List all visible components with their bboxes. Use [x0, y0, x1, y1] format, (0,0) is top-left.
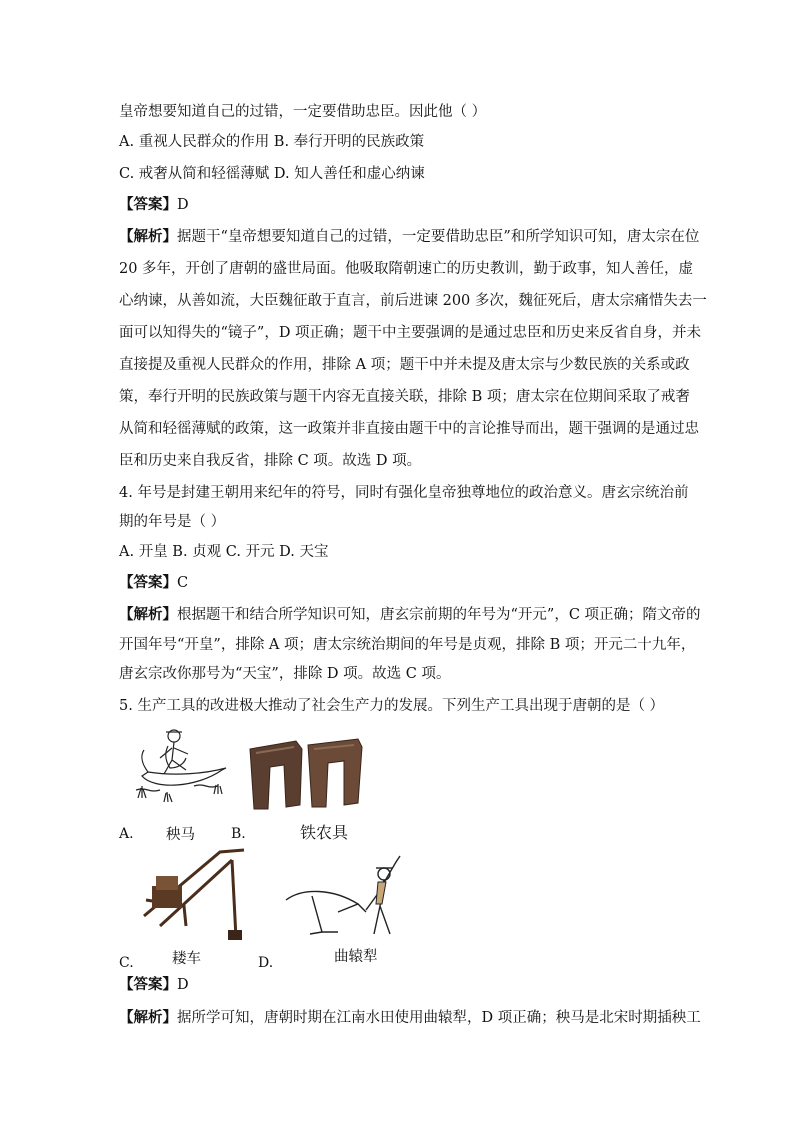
- answer-tag: 【答案】: [119, 575, 177, 591]
- analysis-tag: 【解析】: [119, 1010, 177, 1026]
- q5-option-b-letter: B.: [231, 826, 246, 842]
- q5-option-d-letter: D.: [258, 955, 274, 971]
- louche-photo: [140, 846, 250, 946]
- q3-options-cd: C. 戒奢从简和轻徭薄赋 D. 知人善任和虚心纳谏: [119, 166, 425, 182]
- q3-analysis-line-2: 20 多年，开创了唐朝的盛世局面。他吸取隋朝速亡的历史教训，勤于政事，知人善任，虚: [119, 261, 694, 277]
- q4-stem-line-2: 期的年号是（ ）: [119, 514, 226, 530]
- q3-analysis-line-1: 【解析】据题干“皇帝想要知道自己的过错，一定要借助忠臣”和所学知识可知，唐太宗在位: [119, 229, 700, 245]
- yangma-drawing: [134, 724, 232, 808]
- analysis-tag: 【解析】: [119, 229, 177, 245]
- q3-answer: [119, 195, 189, 215]
- q3-stem-tail: 皇帝想要知道自己的过错，一定要借助忠臣。因此他（ ）: [119, 104, 487, 120]
- analysis-tag: 【解析】: [119, 607, 177, 623]
- q5-option-a-letter: A.: [119, 826, 134, 842]
- q3-options-ab: A. 重视人民群众的作用 B. 奉行开明的民族政策: [119, 134, 425, 150]
- q5-stem: 5. 生产工具的改进极大推动了社会生产力的发展。下列生产工具出现于唐朝的是（ ）: [119, 698, 665, 714]
- iron-tools-photo: [246, 737, 364, 813]
- iron-tools-drawing: [246, 737, 364, 813]
- q3-analysis-line-7: 从简和轻徭薄赋的政策，这一政策并非直接由题干中的言论推导而出，题干强调的是通过忠: [119, 421, 699, 437]
- q3-analysis-line-8: 臣和历史来自我反省，排除 C 项。故选 D 项。: [119, 453, 422, 469]
- answer-tag: 【答案】: [119, 977, 177, 993]
- q4-options: A. 开皇 B. 贞观 C. 开元 D. 天宝: [119, 544, 329, 560]
- q5-option-c-letter: C.: [119, 955, 134, 971]
- q5-option-b-caption: 铁农具: [300, 823, 349, 842]
- q4-analysis-line-2: 开国年号“开皇”，排除 A 项；唐太宗统治期间的年号是贞观，排除 B 项；开元二十九年，: [119, 637, 696, 653]
- q4-analysis-line-3: 唐玄宗改你那号为“天宝”，排除 D 项。故选 C 项。: [119, 666, 451, 682]
- q3-analysis-line-3: 心纳谏，从善如流，大臣魏征敢于直言，前后进谏 200 多次，魏征死后，唐太宗痛惜失去一: [119, 293, 707, 309]
- answer-value: D: [177, 197, 189, 213]
- q4-analysis-line-1: 【解析】根据题干和结合所学知识可知，唐玄宗前期的年号为“开元”，C 项正确；隋文帝的: [119, 607, 701, 623]
- q5-analysis-line-1: 【解析】据所学可知，唐朝时期在江南水田使用曲辕犁，D 项正确；秧马是北宋时期插秧工: [119, 1010, 701, 1026]
- q5-option-d-caption: 曲辕犁: [334, 949, 378, 965]
- answer-value: D: [177, 977, 189, 993]
- quyuanli-drawing: [282, 852, 408, 942]
- q3-analysis-line-5: 直接提及重视人民群众的作用，排除 A 项；题干中并未提及唐太宗与少数民族的关系或政: [119, 357, 690, 373]
- q3-analysis-line-4: 面可以知得失的“镜子”，D 项正确；题干中主要强调的是通过忠臣和历史来反省自身，并未: [119, 325, 702, 341]
- louche-drawing: [140, 846, 250, 946]
- q5-option-a-caption: 秧马: [166, 827, 195, 843]
- q4-stem-line-1: 4. 年号是封建王朝用来纪年的符号，同时有强化皇帝独尊地位的政治意义。唐玄宗统治前: [119, 485, 689, 501]
- q3-analysis-line-6: 策，奉行开明的民族政策与题干内容无直接关联，排除 B 项；唐太宗在位期间采取了戒奢: [119, 389, 690, 405]
- q5-option-c-caption: 耧车: [172, 951, 201, 967]
- q4-answer: [119, 573, 188, 593]
- q5-answer: [119, 975, 189, 995]
- quyuanli-illustration: [282, 852, 408, 942]
- yangma-illustration: [134, 724, 232, 808]
- answer-value: C: [177, 575, 189, 591]
- answer-tag: 【答案】: [119, 197, 177, 213]
